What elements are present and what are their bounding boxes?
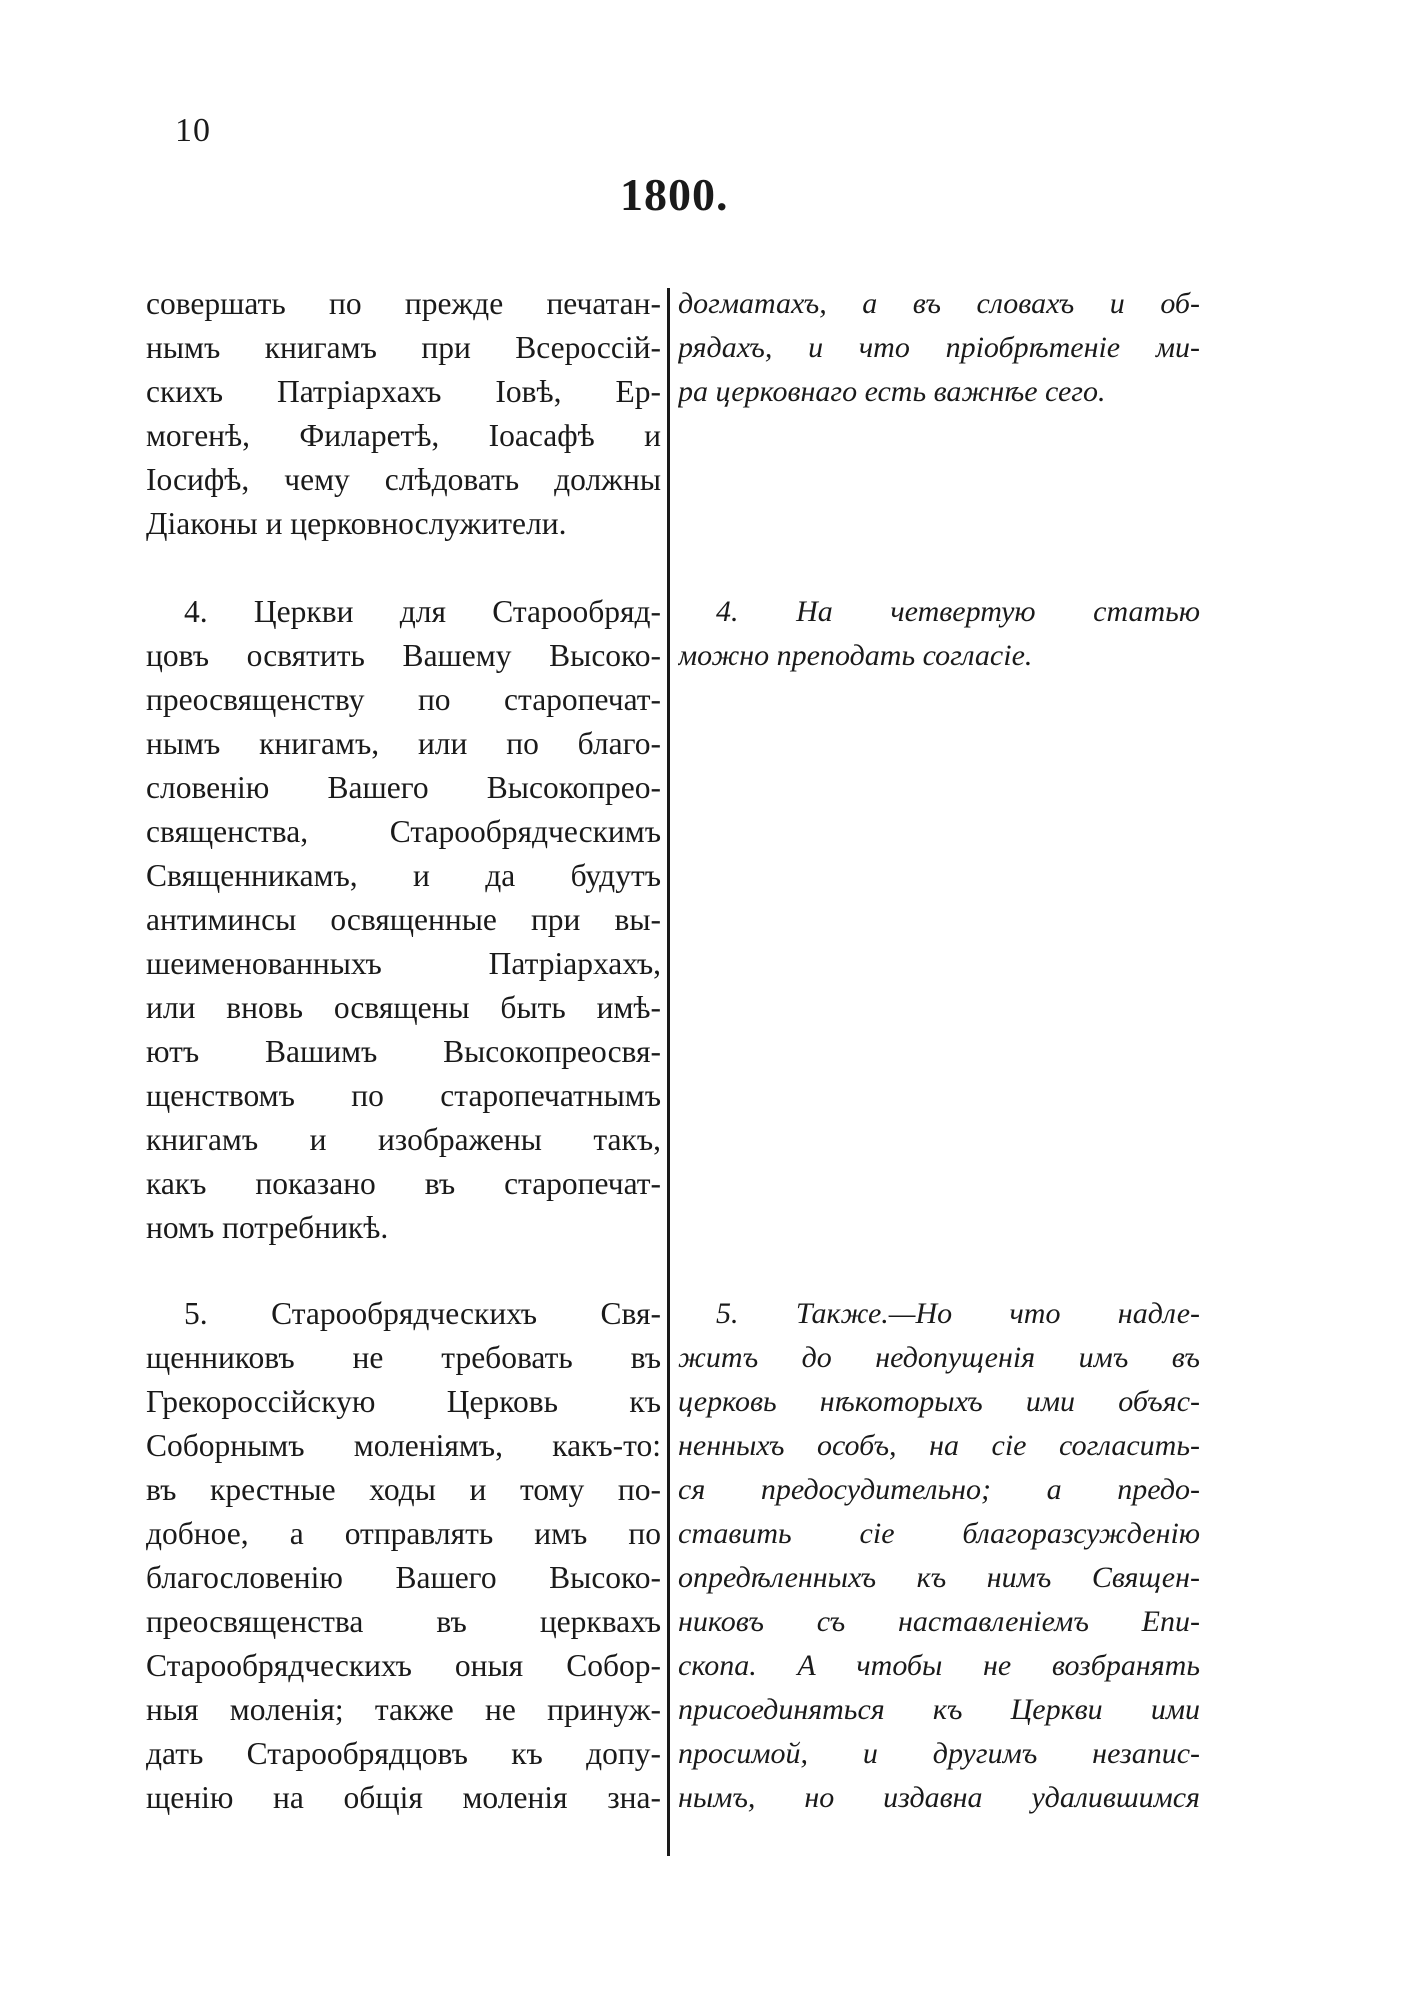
text-line: дать Старообрядцовъ къ допу- <box>146 1736 661 1771</box>
text-line: Грекороссійскую Церковь къ <box>146 1384 661 1419</box>
text-line: Діаконы и церковнослужители. <box>146 506 567 541</box>
text-line: номъ потребникѣ. <box>146 1210 389 1245</box>
text-line: ныя моленія; также не принуж- <box>146 1692 661 1727</box>
text-line: книгамъ и изображены такъ, <box>146 1122 661 1157</box>
column-divider <box>667 288 670 1856</box>
text-line: благословенію Вашего Высоко- <box>146 1560 661 1595</box>
text-line: совершать по прежде печатан- <box>146 286 661 321</box>
left-column-block-1 <box>146 282 661 546</box>
text-line: никовъ съ наставленіемъ Епи- <box>678 1605 1200 1638</box>
text-line: цовъ освятить Вашему Высоко- <box>146 638 661 673</box>
text-line: Соборнымъ моленіямъ, какъ-то: <box>146 1428 661 1463</box>
text-line: щенниковъ не требовать въ <box>146 1340 661 1375</box>
left-column-block-5 <box>146 1292 661 1820</box>
text-line: ся предосудительно; а предо- <box>678 1473 1200 1506</box>
text-line: 5. Также.—Но что надле- <box>716 1297 1200 1330</box>
text-line: догматахъ, а въ словахъ и об- <box>678 287 1200 320</box>
text-line: рядахъ, и что пріобрѣтеніе ми- <box>678 331 1200 364</box>
text-line: присоединяться къ Церкви ими <box>678 1693 1200 1726</box>
text-line: 5. Старообрядческихъ Свя- <box>184 1296 661 1331</box>
text-line: преосвященству по старопечат- <box>146 682 661 717</box>
text-line: 4. На четвертую статью <box>716 595 1200 628</box>
text-line: можно преподать согласіе. <box>678 639 1033 672</box>
text-line: словенію Вашего Высокопрео- <box>146 770 661 805</box>
text-line: антиминсы освященные при вы- <box>146 902 661 937</box>
text-line: скихъ Патріархахъ Іовѣ, Ер- <box>146 374 661 409</box>
text-line: Священникамъ, и да будутъ <box>146 858 661 893</box>
text-line: священства, Старообрядческимъ <box>146 814 661 849</box>
text-line: церковь нѣкоторыхъ ими объяс- <box>678 1385 1200 1418</box>
right-column-block-4 <box>678 590 1200 678</box>
text-line: ненныхъ особъ, на сіе согласить- <box>678 1429 1200 1462</box>
text-line: какъ показано въ старопечат- <box>146 1166 661 1201</box>
page-number: 10 <box>175 112 211 149</box>
text-line: ра церковнаго есть важнѣе сего. <box>678 375 1106 408</box>
left-column-block-4 <box>146 590 661 1250</box>
text-line: преосвященства въ церквахъ <box>146 1604 661 1639</box>
text-line: могенѣ, Филаретѣ, Іоасафѣ и <box>146 418 661 453</box>
right-column-block-1 <box>678 282 1200 414</box>
text-line: щенію на общія моленія зна- <box>146 1780 661 1815</box>
text-line: Старообрядческихъ оныя Собор- <box>146 1648 661 1683</box>
text-line: нымъ, но издавна удалившимся <box>678 1781 1200 1814</box>
text-line: опредѣленныхъ къ нимъ Священ- <box>678 1561 1200 1594</box>
text-line: шеименованныхъ Патріархахъ, <box>146 946 661 981</box>
text-line: просимой, и другимъ незапис- <box>678 1737 1200 1770</box>
text-line: въ крестные ходы и тому по- <box>146 1472 661 1507</box>
text-line: 4. Церкви для Старообряд- <box>184 594 661 629</box>
text-line: или вновь освящены быть имѣ- <box>146 990 661 1025</box>
text-line: добное, а отправлять имъ по <box>146 1516 661 1551</box>
text-line: житъ до недопущенія имъ въ <box>678 1341 1200 1374</box>
text-line: ставить сіе благоразсужденію <box>678 1517 1200 1550</box>
text-line: нымъ книгамъ, или по благо- <box>146 726 661 761</box>
section-year-heading: 1800. <box>620 169 729 220</box>
text-line: щенствомъ по старопечатнымъ <box>146 1078 661 1113</box>
text-line: Іосифѣ, чему слѣдовать должны <box>146 462 661 497</box>
text-line: ютъ Вашимъ Высокопреосвя- <box>146 1034 661 1069</box>
text-line: нымъ книгамъ при Всероссій- <box>146 330 661 365</box>
right-column-block-5 <box>678 1292 1200 1820</box>
text-line: скопа. А чтобы не возбранять <box>678 1649 1200 1682</box>
